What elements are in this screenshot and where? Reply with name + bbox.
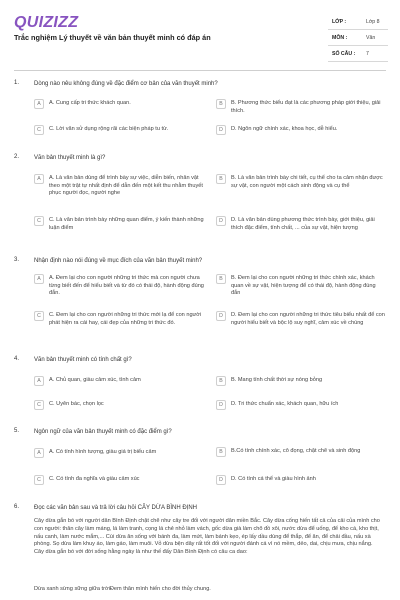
question-2 [14,154,386,254]
question-text: Văn bản thuyết minh có tính chất gì? [34,357,132,363]
meta-class-row [328,14,388,30]
option-b[interactable] [216,447,386,457]
option-letter: B [216,174,226,184]
option-text: A. Đem lại cho con người những tri thức mà con người chưa từng biết đến để hiểu biết và từ đó có thái độ, hành động đúng đắn. [49,275,204,297]
worksheet-header [0,0,400,66]
option-letter: A [34,174,44,184]
option-c[interactable] [34,216,204,232]
option-d[interactable] [216,400,386,410]
option-b[interactable] [216,376,386,386]
option-letter: C [34,311,44,321]
option-text: D. Đem lại cho con người những tri thức tiêu biểu nhất để con người hiểu biết và bộc lộ suy nghĩ, cảm xúc về chúng [231,312,385,326]
question-text: Văn bản thuyết minh là gì? [34,155,106,161]
meta-count-row [328,46,388,62]
option-text: A. Là văn bản dùng để trình bày sự việc, diễn biến, nhân vật theo một trật tự nhất định để dẫn đến một kết thu nhằm thuyết phục người đọc, người nghe [49,175,203,197]
question-number: 1. [14,80,20,86]
question-1 [14,80,386,140]
option-letter: D [216,475,226,485]
question-text: Dòng nào nêu không đúng về đặc điểm cơ bản của văn thuyết minh? [34,81,218,87]
option-c[interactable] [34,311,204,327]
option-text: B. Phương thức biểu đạt là các phương pháp giới thiệu, giải thích. [231,100,381,114]
question-5 [14,428,386,492]
meta-value: Lớp 8 [366,19,380,25]
option-letter: C [34,400,44,410]
meta-value: 7 [366,51,369,57]
option-text: C. Có tính đa nghĩa và giàu cảm xúc [49,476,140,482]
question-text: Nhận định nào nói đúng về mục đích của văn bản thuyết minh? [34,258,203,264]
option-letter: C [34,125,44,135]
meta-subject-row [328,30,388,46]
option-letter: A [34,448,44,458]
question-3 [14,257,386,347]
option-letter: B [216,99,226,109]
option-text: A. Có tính hình tượng, giàu giá trị biểu cảm [49,449,157,455]
option-letter: B [216,274,226,284]
meta-label: SỐ CÂU : [332,51,356,57]
option-c[interactable] [34,400,204,410]
option-a[interactable] [34,174,204,198]
option-text: B. Là văn bản trình bày chi tiết, cụ thể cho ta cảm nhận được sự vật, con người một cách sinh động và cụ thể [231,175,383,189]
option-text: A. Chủ quan, giàu cảm xúc, tình cảm [49,377,141,383]
option-c[interactable] [34,475,204,485]
option-text: B. Mang tính chất thời sự nóng bỏng [231,377,323,383]
worksheet-title: Trắc nghiệm Lý thuyết về văn bản thuyết minh có đáp án [14,33,211,42]
option-a[interactable] [34,376,204,386]
option-text: D. Ngôn ngữ chính xác, khoa học, dễ hiểu. [231,126,338,132]
header-divider [14,70,386,71]
option-letter: D [216,216,226,226]
option-b[interactable] [216,99,386,115]
option-letter: C [34,216,44,226]
question-text: Ngôn ngữ của văn bản thuyết minh có đặc điểm gì? [34,429,172,435]
option-text: B.Có tính chính xác, cô đọng, chặt chẽ và sinh động [231,448,361,454]
option-letter: D [216,311,226,321]
worksheet-meta [328,14,388,62]
option-c[interactable] [34,125,204,135]
meta-label: MÔN : [332,35,348,41]
option-d[interactable] [216,216,386,232]
reading-passage: Cây dừa gắn bó với người dân Bình Định chặt chẽ như cây tre đối với người dân miền Bắc. Cây dừa cống hiến tất cả của cải của mình cho con người: thân cây làm máng, lá làm tranh, cọng lá chẻ nhỏ làm vách, gốc dừa già làm chõ đồ xôi, nước dừa để uống, để kho cá, kho thịt, nấu canh, làm nước mắm,... Cùi dừa ăn sống với bánh đa, làm mứt, làm bánh kẹo, ép lấy dầu dùng để thắp, để ăn, để chải đầu, nấu xà phòng. Sọ dừa làm khuy áo, làm gáo, làm muôi. Vỏ dừa bện dây rất tốt đối với người đánh cá vì nó mềm, dẻo, dai, chịu mưa, chịu nắng. Cây dừa gắn bó với đời sống hằng ngày là như thế đấy Dân Bình Định có câu ca dao: [34,518,380,556]
meta-value: Văn [366,35,376,41]
option-b[interactable] [216,274,386,298]
option-letter: D [216,125,226,135]
option-d[interactable] [216,475,386,485]
option-text: C. Là văn bản trình bày những quan điểm, ý kiến thành những luận điểm [49,217,204,231]
option-text: C. Lời văn sử dụng rộng rãi các biện pháp tu từ. [49,126,169,132]
question-6 [14,504,386,598]
option-a[interactable] [34,274,204,298]
option-letter: C [34,475,44,485]
option-letter: B [216,376,226,386]
question-number: 2. [14,154,20,160]
question-text: Đọc các văn bản sau và trả lời câu hỏi CÂY DỪA BÌNH ĐỊNH [34,505,198,511]
option-d[interactable] [216,311,386,327]
option-letter: A [34,99,44,109]
option-text: B. Đem lại cho con người những tri thức chính xác, khách quan về sự vật, hiện tượng để có thái độ, hành động đúng đắn [231,275,376,297]
option-text: D. Có tính cá thể và giàu hình ảnh [231,476,316,482]
question-number: 3. [14,257,20,263]
option-a[interactable] [34,99,204,109]
question-number: 4. [14,356,20,362]
option-text: C. Uyên bác, chọn lọc [49,401,104,407]
option-text: D. Tri thức chuẩn xác, khách quan, hữu ích [231,401,339,407]
option-letter: D [216,400,226,410]
option-letter: A [34,274,44,284]
option-a[interactable] [34,448,204,458]
question-number: 6. [14,504,20,510]
option-letter: A [34,376,44,386]
meta-label: LỚP : [332,19,347,25]
reading-passage-verse: Dừa xanh sừng sững giữa trờiĐem thân mình hiến cho đời thủy chung. [34,586,211,592]
option-letter: B [216,447,226,457]
option-b[interactable] [216,174,386,190]
quizizz-logo: QUIZIZZ [14,14,79,31]
option-d[interactable] [216,125,386,135]
question-number: 5. [14,428,20,434]
option-text: C. Đem lại cho con người những tri thức mới lạ để con người phát hiện ra cái hay, cái đẹp của những tri thức đó. [49,312,202,326]
option-text: D. Là văn bản dùng phương thức trình bày, giới thiệu, giải thích đặc điểm, tính chất, ... của sự vật, hiện tượng [231,217,375,231]
option-text: A. Cung cấp tri thức khách quan. [49,100,131,106]
question-4 [14,356,386,414]
